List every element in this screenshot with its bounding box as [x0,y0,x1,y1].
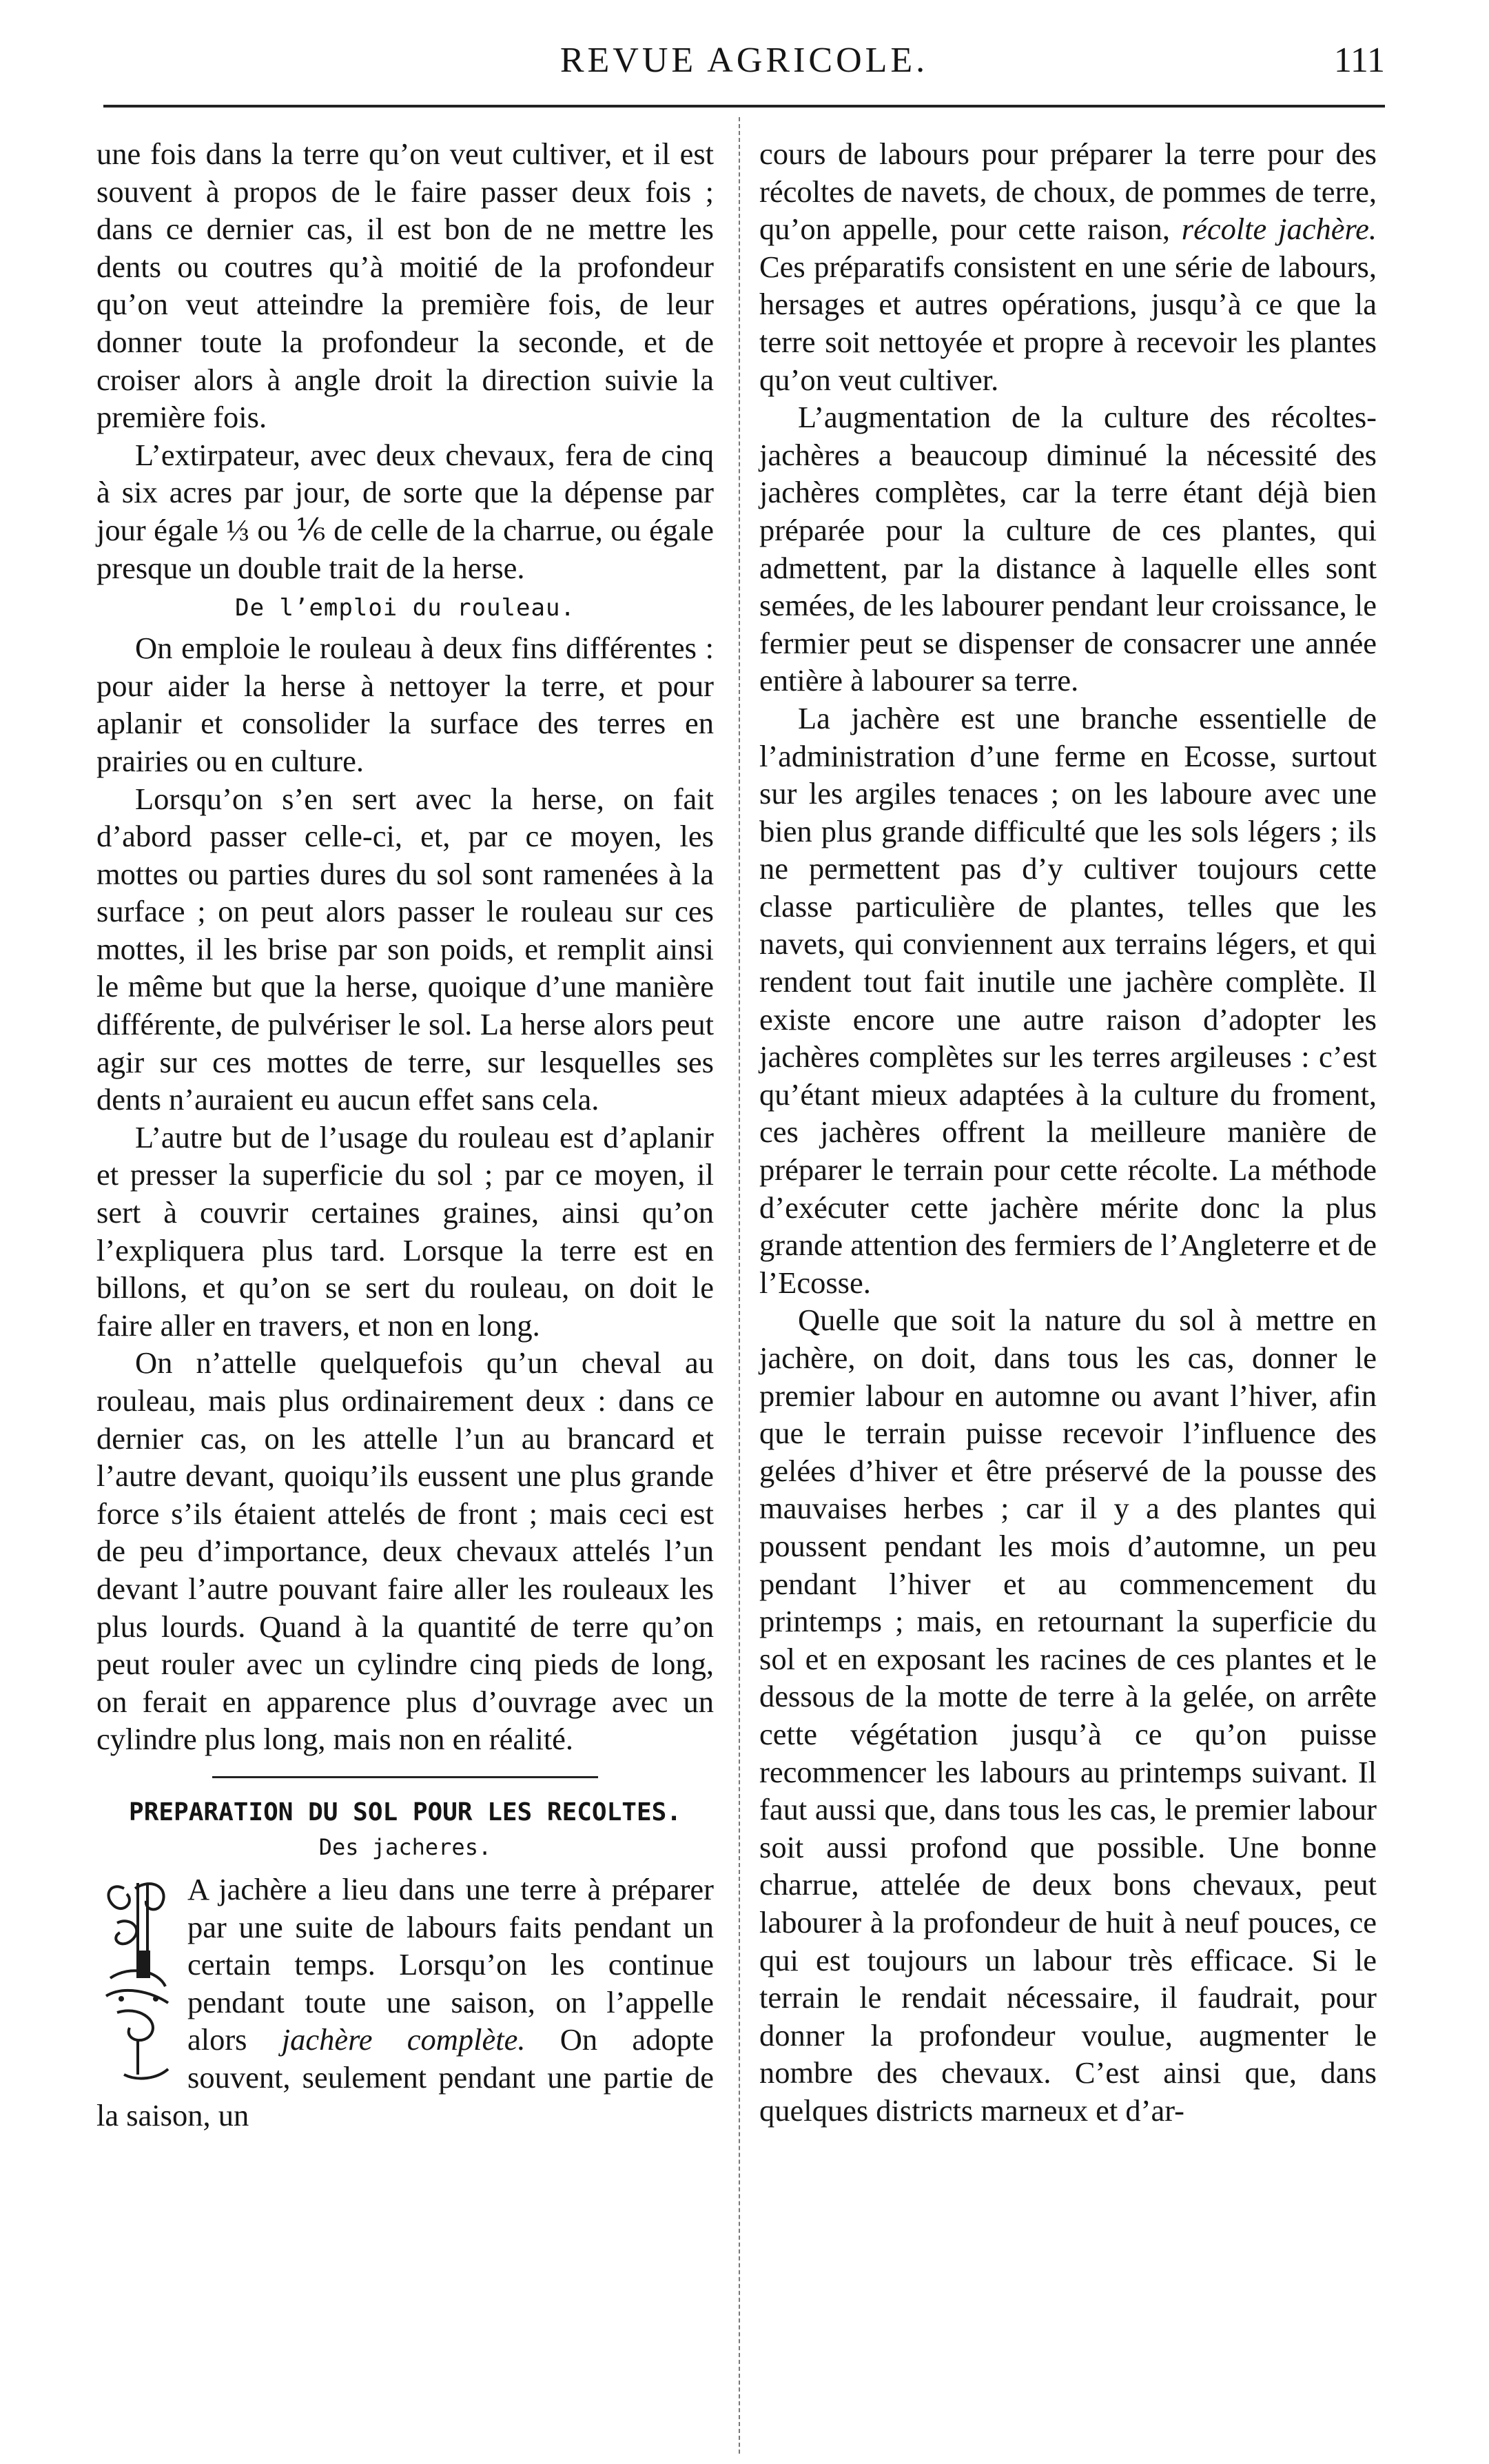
section-title: PREPARATION DU SOL POUR LES RECOLTES. [129,1798,681,1826]
paragraph: L’extirpateur, avec deux chevaux, fera de cinq à six acres par jour, de sorte que la dépense par jour égale ⅓ ou ⅙ de celle de la charrue, ou égale presque un double trait de la herse. [96,437,714,585]
paragraph: L’augmentation de la culture des récoltes-jachères a beaucoup diminué la nécessité des jachères complètes, car la terre étant déjà bien préparée pour la culture de ces plantes, qui admettent, par la distance à laquelle elles sont semées, de les labourer pendant leur croissance, le fermier peut se dispenser de consacrer une année entière à labourer sa terre. [759,400,1377,698]
paragraph: A jachère a lieu dans une terre à préparer par une suite de labours faits pendant un certain temps. Lorsqu’on les continue pendant toute une saison, on l’appelle alors jachère complète. On adopte souvent, seulement pendant une partie de la saison, un [96,1871,714,2132]
paragraph: une fois dans la terre qu’on veut cultiver, et il est souvent à propos de le faire passer deux fois ; dans ce dernier cas, il est bon de ne mettre les dents ou coutres qu’à moitié de la profondeur qu’on veut atteindre la première fois, de leur donner toute la profondeur la seconde, et de croiser alors à angle droit la direction suivie la première fois. [96,136,714,435]
section-subtitle: Des jacheres. [318,1833,492,1860]
paragraph: On emploie le rouleau à deux fins différentes : pour aider la herse à nettoyer la terre, et pour aplanir et consolider la surface des terres en prairies ou en culture. [96,631,714,778]
ornamental-initial-icon [96,1875,178,2087]
page-number: 111 [1333,41,1385,80]
section-rule [212,1776,598,1778]
paragraph: La jachère est une branche essentielle de l’administration d’une ferme en Ecosse, surtout sur les argiles tenaces ; on les laboure avec une bien plus grande difficulté que les sols légers ; ils ne permettent pas d’y cultiver toujours cette classe particulière de plantes, telles que les navets, qui conviennent aux terrains légers, et qui rendent tout fait inutile une jachère complète. Il existe encore une autre raison d’adopter les jachères complètes sur les terres argileuses : c’est qu’étant mieux adaptées à la culture du froment, ces jachères offrent la meilleure manière de préparer le terrain pour cette récolte. La méthode d’exécuter cette jachère mérite donc la plus grande attention des fermiers de l’Angleterre et de l’Ecosse. [759,700,1377,1300]
running-title: REVUE AGRICOLE. [559,41,929,80]
dropcap-paragraph [96,1871,714,2134]
right-column [759,135,1377,2129]
paragraph: cours de labours pour préparer la terre pour des récoltes de navets, de choux, de pommes de terre, qu’on appelle, pour cette raison, récolte jachère. Ces préparatifs consistent en une série de labours, hersages et autres opérations, jusqu’à ce que la terre soit nettoyée et propre à recevoir les plantes qu’on veut cultiver. [759,136,1377,397]
paragraph: Lorsqu’on s’en sert avec la herse, on fait d’abord passer celle-ci, et, par ce moyen, les mottes ou parties dures du sol sont ramenées à la surface ; on peut alors passer le rouleau sur ces mottes, il les brise par son poids, et remplit ainsi le même but que la herse, quoique d’une manière différente, de pulvériser le sol. La herse alors peut agir sur ces mottes de terre, sur lesquelles ses dents n’auraient eu aucun effet sans cela. [96,781,714,1117]
page-header [103,33,1385,88]
left-column [96,135,714,2134]
header-rule [103,105,1385,108]
paragraph: L’autre but de l’usage du rouleau est d’aplanir et presser la superficie du sol ; par ce moyen, il sert à couvrir certaines graines, ainsi qu’on l’expliquera plus tard. Lorsque la terre est en billons, et qu’on se sert du rouleau, on doit le faire aller en travers, et non en long. [96,1119,714,1343]
paragraph: Quelle que soit la nature du sol à mettre en jachère, on doit, dans tous les cas, donner le premier labour en automne ou avant l’hiver, afin que le terrain puisse recevoir l’influence des gelées d’hiver et être préservé de la pousse des mauvaises herbes ; car il y a des plantes qui poussent pendant les mois d’automne, un peu pendant l’hiver et au commencement du printemps ; mais, en retournant la superficie du sol et en exposant les racines de ces plantes et le dessous de la motte de terre à la gelée, on arrête cette végétation jusqu’à ce qu’on puisse recommencer les labours au printemps suivant. Il faut aussi que, dans tous les cas, le premier labour soit aussi profond que possible. Une bonne charrue, attelée de deux bons chevaux, peut labourer à la profondeur de huit à neuf pouces, ce qui est toujours un labour très efficace. Si le terrain le rendait nécessaire, il faudrait, pour donner la profondeur voulue, augmenter le nombre des chevaux. C’est ainsi que, dans quelques districts marneux et d’ar- [759,1303,1377,2128]
column-divider [739,117,740,2454]
subheading-rouleau: De l’emploi du rouleau. [235,594,575,622]
paragraph: On n’attelle quelquefois qu’un cheval au rouleau, mais plus ordinairement deux : dans ce dernier cas, on les attelle l’un au brancard et l’autre devant, quoiqu’ils eussent une plus grande force s’ils étaient attelés de front ; mais ceci est de peu d’importance, deux chevaux attelés l’un devant l’autre pouvant faire aller les rouleaux les plus lourds. Quand à la quantité de terre qu’on peut rouler avec un cylindre cinq pieds de long, on ferait en apparence plus d’ouvrage avec un cylindre plus long, mais non en réalité. [96,1345,714,1757]
